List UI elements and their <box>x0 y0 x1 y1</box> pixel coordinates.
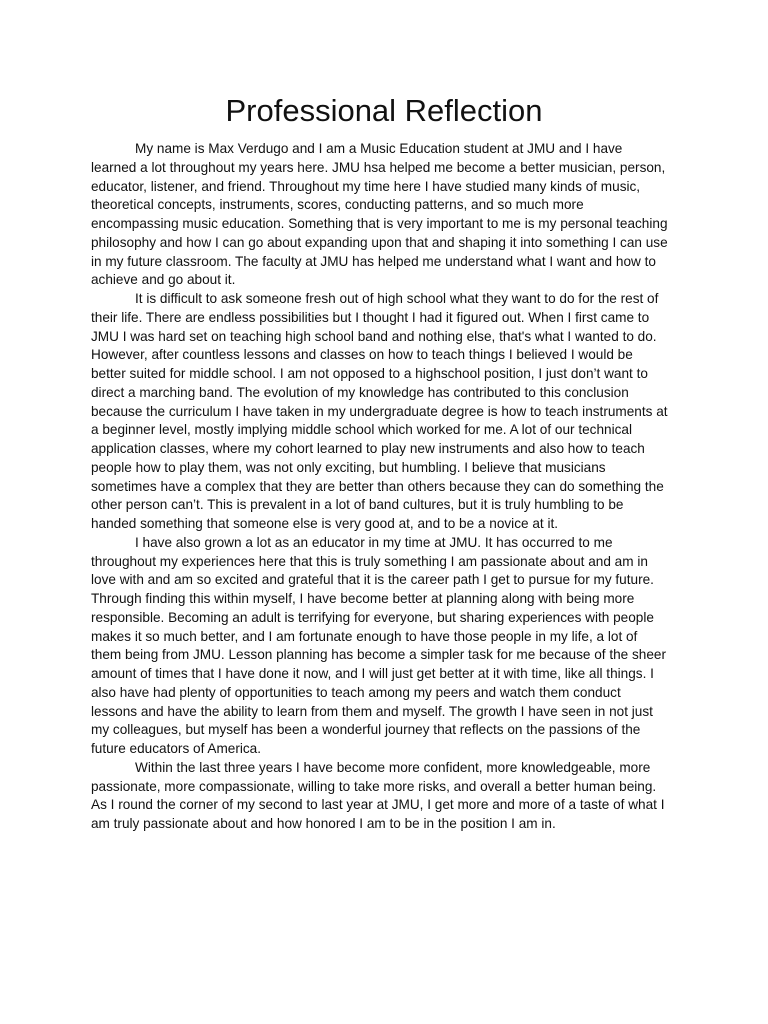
text-line: philosophy and how I can go about expanding upon that and shaping it into something I can use <box>91 234 668 250</box>
page-title: Professional Reflection <box>225 93 543 128</box>
paragraph-first-line: It is difficult to ask someone fresh out of high school what they want to do for the rest of <box>135 291 659 306</box>
text-line: JMU I was hard set on teaching high school band and nothing else, that's what I wanted to do. <box>91 328 657 344</box>
text-line: a beginner level, mostly implying middle school which worked for me. A lot of our technical <box>91 422 632 438</box>
text-line: encompassing music education. Something that is very important to me is my personal teaching <box>91 216 668 231</box>
text-line: passionate, more compassionate, willing to take more risks, and overall a better human being. <box>91 778 657 794</box>
text-line: handed something that someone else is very good at, and to be a novice at it. <box>91 516 559 531</box>
text-line: them being from JMU. Lesson planning has become a simpler task for me because of the sheer <box>91 647 667 663</box>
text-line: people how to play them, was not only exciting, but humbling. I believe that musicians <box>91 459 606 475</box>
text-line: theoretical concepts, instruments, scores, conducting patterns, and so much more <box>91 197 584 213</box>
text-line: educator, listener, and friend. Throughout my time here I have studied many kinds of music, <box>91 178 641 194</box>
document-body <box>91 140 691 834</box>
text-line: As I round the corner of my second to last year at JMU, I get more and more of a taste of what I <box>91 797 665 813</box>
text-line: achieve and go about it. <box>91 272 236 288</box>
text-line: am truly passionate about and how honored I am to be in the position I am in. <box>91 816 556 831</box>
text-line: makes it so much better, and I am fortunate enough to have those people in my life, a lot of <box>91 628 638 644</box>
text-line: responsible. Becoming an adult is terrifying for everyone, but sharing experiences with people <box>91 609 654 625</box>
text-line: lessons and have the ability to learn from them and myself. The growth I have seen in not just <box>91 703 653 719</box>
text-line: application classes, where my cohort learned to play new instruments and also how to teach <box>91 441 645 456</box>
paragraph-first-line: Within the last three years I have become more confident, more knowledgeable, more <box>135 759 651 775</box>
text-line: future educators of America. <box>91 741 262 756</box>
text-line: also have had plenty of opportunities to teach among my peers and watch them conduct <box>91 684 621 700</box>
text-line: other person can’t. This is prevalent in a lot of band cultures, but it is truly humbling to be <box>91 497 624 513</box>
text-line: Through finding this within myself, I have become better at planning along with being more <box>91 591 635 606</box>
text-line: because the curriculum I have taken in my undergraduate degree is how to teach instruments at <box>91 403 668 419</box>
text-line: learned a lot throughout my years here. JMU hsa helped me become a better musician, person, <box>91 159 666 175</box>
text-line: their life. There are endless possibilities but I thought I had it figured out. When I first came to <box>91 309 650 325</box>
text-line: my colleagues, but myself has been a wonderful journey that reflects on the passions of the <box>91 722 641 738</box>
paragraph-first-line: My name is Max Verdugo and I am a Music Education student at JMU and I have <box>135 141 623 156</box>
text-line: in my future classroom. The faculty at JMU has helped me understand what I want and how to <box>91 253 656 269</box>
text-line: sometimes have a complex that they are better than others because they can do something the <box>91 478 664 494</box>
text-line: amount of times that I have done it now, and I will just get better at it with time, like all things. I <box>91 666 654 681</box>
paragraph-first-line: I have also grown a lot as an educator in my time at JMU. It has occurred to me <box>135 534 613 550</box>
text-line: direct a marching band. The evolution of my knowledge has contributed to this conclusion <box>91 384 629 400</box>
text-line: However, after countless lessons and classes on how to teach things I believed I would be <box>91 347 633 363</box>
text-line: better suited for middle school. I am not opposed to a highschool position, I just don’t want to <box>91 366 648 381</box>
text-line: throughout my experiences here that this is truly something I am passionate about and am in <box>91 553 648 569</box>
text-line: love with and am so excited and grateful that it is the career path I get to pursue for my future. <box>91 572 654 588</box>
